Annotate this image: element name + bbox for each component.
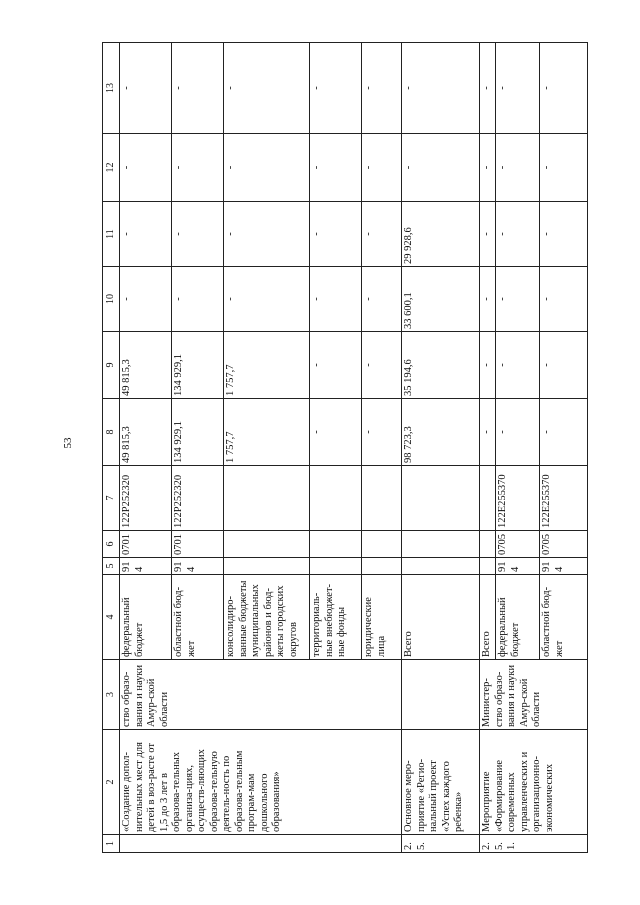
cell-year-1: - [540,332,588,399]
cell-year-1: - [496,332,540,399]
col-11-header: 11 [103,202,120,267]
cell-year-1: 49 815,3 [120,332,172,399]
row-number [120,835,402,853]
cell-grbs [362,558,402,575]
cell-total: - [496,399,540,466]
cell-year-5: - [120,43,172,134]
cell-total: - [310,399,362,466]
cell-section: 0705 [496,531,540,558]
cell-grbs [224,558,310,575]
cell-year-2: - [540,267,588,332]
cell-year-3: - [496,202,540,267]
funding-source: консолидиро-ванные бюджеты муниципальных районов и бюд-жеты городских округов [224,575,310,660]
col-3-header: 3 [103,660,120,730]
cell-year-3: - [362,202,402,267]
cell-year-1: 1 757,7 [224,332,310,399]
col-7-header: 7 [103,466,120,531]
cell-section: 0701 [120,531,172,558]
cell-year-2: - [362,267,402,332]
cell-grbs: 914 [172,558,224,575]
cell-target-article [480,466,496,531]
row-number: 2.5.1. [480,835,588,853]
funding-source: федеральный бюджет [496,575,540,660]
budget-table-wrapper [102,43,565,853]
rotated-page [102,43,565,853]
cell-year-4: - [480,134,496,202]
measure-name: «Создание допол-нительных мест для детей в воз-расте от 1,5 до 3 лет в образова-тельных организа-циях, осуществ-ляющих образова-тельную деятель-ность по образова-тельным програм-мам дошкольного образования» [120,730,402,835]
cell-grbs: 914 [120,558,172,575]
cell-year-4: - [496,134,540,202]
funding-source: Всего [402,575,480,660]
cell-year-4: - [310,134,362,202]
cell-grbs: 914 [496,558,540,575]
col-6-header: 6 [103,531,120,558]
cell-year-2: - [224,267,310,332]
cell-year-3: - [120,202,172,267]
table-row [480,43,496,853]
cell-year-1: 35 194,6 [402,332,480,399]
cell-target-article [224,466,310,531]
cell-year-1: - [362,332,402,399]
cell-year-4: - [362,134,402,202]
funding-source: территориаль-ные внебюджет-ные фонды [310,575,362,660]
cell-year-5: - [402,43,480,134]
cell-year-3: 29 928,6 [402,202,480,267]
budget-table [102,42,588,853]
col-13-header: 13 [103,43,120,134]
cell-year-5: - [480,43,496,134]
cell-grbs: 914 [540,558,588,575]
cell-grbs [310,558,362,575]
measure-name: Мероприятие «Формирование современных управленческих и организационно-экономических [480,730,588,835]
cell-year-5: - [224,43,310,134]
cell-target-article [310,466,362,531]
table-row [402,43,480,853]
cell-year-2: - [480,267,496,332]
cell-section [362,531,402,558]
cell-target-article [402,466,480,531]
executor: ство образо-вания и науки Амур-ской области [120,660,402,730]
cell-year-3: - [172,202,224,267]
funding-source: Всего [480,575,496,660]
executor: Министер-ство образо-вания и науки Амур-ской области [480,660,588,730]
cell-section: 0705 [540,531,588,558]
executor [402,660,480,730]
cell-year-3: - [480,202,496,267]
cell-total: - [480,399,496,466]
col-5-header: 5 [103,558,120,575]
cell-year-2: - [496,267,540,332]
cell-total: 98 723,3 [402,399,480,466]
cell-year-4: - [120,134,172,202]
cell-year-5: - [172,43,224,134]
col-12-header: 12 [103,134,120,202]
row-number: 2.5. [402,835,480,853]
cell-total: - [362,399,402,466]
funding-source: юридические лица [362,575,402,660]
cell-year-5: - [540,43,588,134]
funding-source: областной бюд-жет [172,575,224,660]
cell-year-5: - [362,43,402,134]
cell-target-article: 122P252320 [172,466,224,531]
table-row [120,43,172,853]
cell-year-4: - [540,134,588,202]
cell-section [224,531,310,558]
cell-total: 49 815,3 [120,399,172,466]
col-2-header: 2 [103,730,120,835]
cell-year-4: - [172,134,224,202]
funding-source: областной бюд-жет [540,575,588,660]
col-4-header: 4 [103,575,120,660]
cell-year-3: - [540,202,588,267]
cell-year-1: - [310,332,362,399]
funding-source: федеральный бюджет [120,575,172,660]
cell-target-article [362,466,402,531]
cell-year-1: 134 929,1 [172,332,224,399]
cell-year-2: 33 600,1 [402,267,480,332]
page-number: 53 [62,437,74,449]
cell-year-2: - [120,267,172,332]
cell-section: 0701 [172,531,224,558]
cell-grbs [480,558,496,575]
cell-total: 134 929,1 [172,399,224,466]
cell-section [310,531,362,558]
measure-name: Основное меро-приятие «Регио-нальный проект «Успех каждого ребенка» [402,730,480,835]
column-number-row [103,43,120,853]
cell-target-article: 122P252320 [120,466,172,531]
cell-section [480,531,496,558]
cell-year-5: - [310,43,362,134]
cell-year-4: - [402,134,480,202]
cell-year-4: - [224,134,310,202]
cell-total: - [540,399,588,466]
col-10-header: 10 [103,267,120,332]
cell-year-2: - [172,267,224,332]
cell-target-article: 122E255370 [496,466,540,531]
col-9-header: 9 [103,332,120,399]
col-8-header: 8 [103,399,120,466]
cell-section [402,531,480,558]
cell-year-1: - [480,332,496,399]
cell-year-3: - [224,202,310,267]
cell-grbs [402,558,480,575]
cell-year-5: - [496,43,540,134]
cell-target-article: 122E255370 [540,466,588,531]
cell-total: 1 757,7 [224,399,310,466]
cell-year-3: - [310,202,362,267]
cell-year-2: - [310,267,362,332]
col-1-header: 1 [103,835,120,853]
